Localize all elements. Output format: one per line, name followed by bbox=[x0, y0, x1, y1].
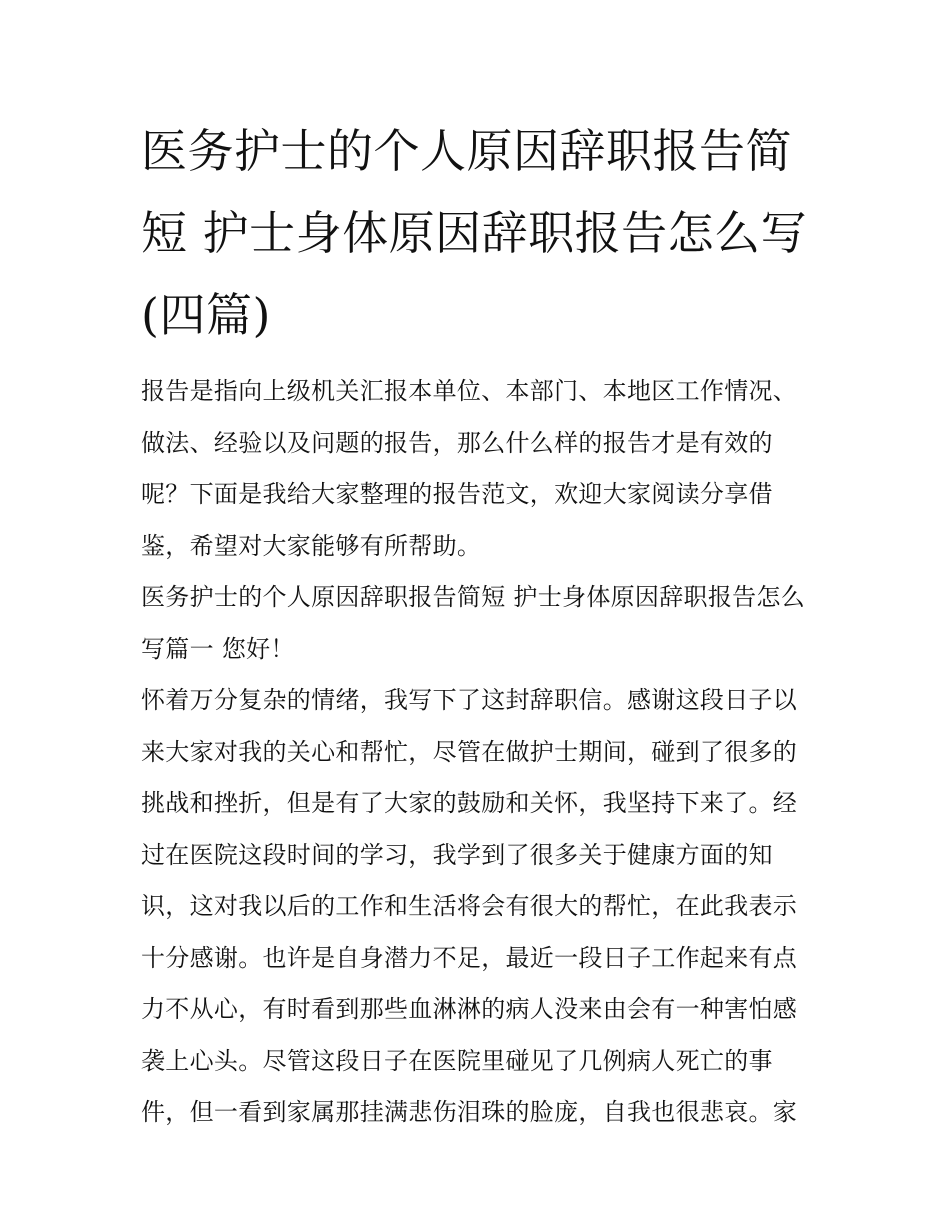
intro-paragraph: 报告是指向上级机关汇报本单位、本部门、本地区工作情况、做法、经验以及问题的报告，那么什么样的报告才是有效的呢？下面是我给大家整理的报告范文，欢迎大家阅读分享借鉴，希望对大家能够有所帮助。 bbox=[141, 377, 798, 560]
document-body bbox=[141, 110, 821, 1139]
section-heading-paragraph: 医务护士的个人原因辞职报告简短 护士身体原因辞职报告怎么写篇一 您好！ bbox=[141, 583, 806, 663]
document-title: 医务护士的个人原因辞职报告简短 护士身体原因辞职报告怎么写(四篇) bbox=[141, 124, 808, 342]
body-paragraph: 怀着万分复杂的情绪，我写下了这封辞职信。感谢这段日子以来大家对我的关心和帮忙，尽管在做护士期间，碰到了很多的挑战和挫折，但是有了大家的鼓励和关怀，我坚持下来了。经过在医院这段时间的学习，我学到了很多关于健康方面的知识，这对我以后的工作和生活将会有很大的帮忙，在此我表示十分感谢。也许是自身潜力不足，最近一段日子工作起来有点力不从心，有时看到那些血淋淋的病人没来由会有一种害怕感袭上心头。尽管这段日子在医院里碰见了几例病人死亡的事件，但一看到家属那挂满悲伤泪珠的脸庞，自我也很悲哀。家 bbox=[141, 686, 798, 1126]
